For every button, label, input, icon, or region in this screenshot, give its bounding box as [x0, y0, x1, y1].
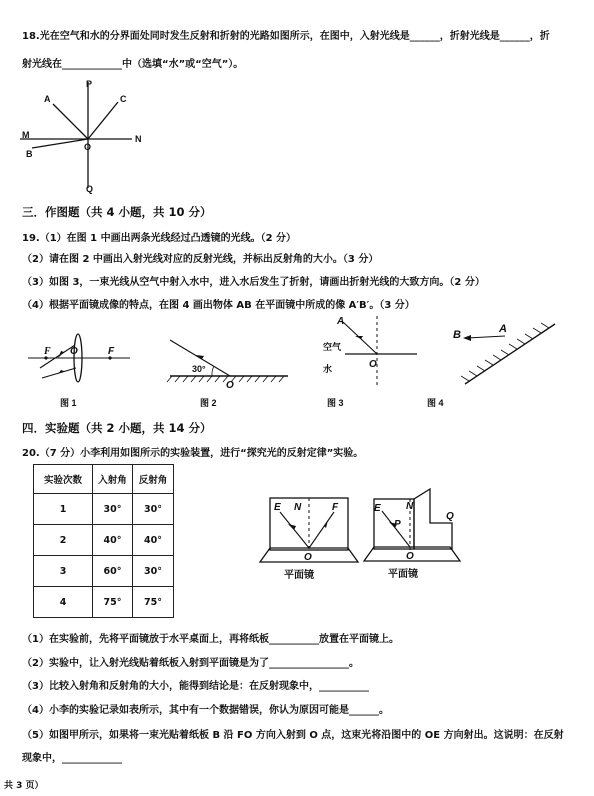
table-row	[34, 494, 174, 525]
q20-part2: （2）实验中，让入射光线贴着纸板入射到平面镜是为了________________。	[22, 658, 359, 669]
experiment-table	[33, 464, 174, 618]
fig4-label-a: A	[499, 323, 507, 335]
reflection-apparatus-right	[362, 483, 472, 578]
q18-label-q: Q	[86, 184, 94, 194]
apparatus-left-mirror-label: 平面镜	[284, 570, 314, 581]
fig2-label-o: O	[226, 380, 234, 391]
fig1-label-o: O	[70, 346, 78, 357]
fig3-refraction	[315, 312, 435, 407]
q18-label-b: B	[26, 149, 33, 159]
table-cell: 40°	[133, 525, 174, 556]
table-cell: 30°	[133, 556, 174, 587]
table-header-row	[34, 465, 174, 494]
apparatus-left-label-n: N	[294, 502, 302, 513]
q19-part4: （4）根据平面镜成像的特点，在图 4 画出物体 AB 在平面镜中所成的像 A′B′。（3 分）	[22, 300, 415, 311]
fig4-caption: 图 4	[427, 398, 444, 408]
q18-line2: 射光线在____________中（选填“水”或“空气”）。	[22, 59, 244, 70]
table-row	[34, 525, 174, 556]
fig2-mirror	[160, 320, 300, 410]
apparatus-right-mirror-label: 平面镜	[388, 569, 418, 580]
q19-part3: （3）如图 3，一束光线从空气中射入水中，进入水后发生了折射，请画出折射光线的大致方向。（2 分）	[22, 277, 485, 288]
q20-part3: （3）比较入射角和反射角的大小，能得到结论是：在反射现象中，__________	[22, 681, 369, 692]
fig1-label-f-left: F	[44, 346, 51, 357]
q18-label-p: P	[86, 79, 93, 89]
q20-part5-line1: （5）如图甲所示，如果将一束光贴着纸板 B 沿 FO 方向入射到 O 点，这束光将沿图中的 OE 方向射出。这说明：在反射	[22, 730, 564, 741]
table-cell: 2	[34, 525, 93, 556]
q18-diagram	[20, 80, 160, 195]
table-cell: 30°	[93, 494, 133, 525]
q18-label-c: C	[120, 94, 127, 104]
fig1-label-f-right: F	[108, 346, 115, 357]
fig4-plane-mirror	[427, 312, 575, 408]
section3-title: 三．作图题（共 4 小题，共 10 分）	[22, 205, 212, 219]
fig3-label-air: 空气	[323, 342, 342, 352]
section4-title: 四．实验题（共 2 小题，共 14 分）	[22, 421, 212, 435]
fig2-caption: 图 2	[200, 398, 217, 408]
table-row	[34, 556, 174, 587]
fig4-label-b: B	[453, 329, 461, 341]
fig3-label-a: A	[337, 316, 345, 327]
q18-label-a: A	[44, 94, 51, 104]
table-cell: 75°	[93, 587, 133, 618]
fig3-label-water: 水	[323, 364, 333, 374]
fig3-label-o: O	[369, 359, 377, 370]
table-cell: 30°	[133, 494, 174, 525]
table-header-cell: 入射角	[93, 465, 133, 494]
q20-part4: （4）小李的实验记录如表所示，其中有一个数据错误，你认为原因可能是______。	[22, 705, 389, 716]
q18-line1: 18.光在空气和水的分界面处同时发生反射和折射的光路如图所示，在图中，入射光线是______，折射光线是______，折	[22, 31, 550, 42]
table-cell: 60°	[93, 556, 133, 587]
apparatus-right-label-n: N	[406, 501, 414, 512]
table-cell: 1	[34, 494, 93, 525]
apparatus-left-label-e: E	[274, 502, 281, 513]
q18-label-n: N	[135, 134, 142, 144]
apparatus-left-label-f: F	[332, 502, 339, 513]
fig2-label-angle: 30°	[192, 364, 206, 374]
apparatus-right-label-e: E	[374, 503, 381, 514]
table-header-cell: 反射角	[133, 465, 174, 494]
q18-label-o: O	[84, 142, 92, 152]
q18-label-m: M	[22, 130, 30, 140]
q19-part1: 19.（1）在图 1 中画出两条光线经过凸透镜的光线。（2 分）	[22, 233, 297, 244]
fig1-caption: 图 1	[60, 398, 77, 408]
reflection-apparatus-left	[258, 490, 368, 585]
table-cell: 75°	[133, 587, 174, 618]
page-footer: 共 3 页）	[4, 781, 44, 791]
table-header-cell: 实验次数	[34, 465, 93, 494]
q20-part1: （1）在实验前，先将平面镜放于水平桌面上，再将纸板__________放置在平面镜上。	[22, 634, 399, 645]
apparatus-right-label-o: O	[406, 551, 414, 562]
q20-intro: 20.（7 分）小李利用如图所示的实验装置，进行“探究光的反射定律”实验。	[22, 448, 364, 459]
apparatus-left-label-o: O	[304, 552, 312, 563]
fig1-convex-lens	[20, 320, 150, 410]
table-cell: 40°	[93, 525, 133, 556]
apparatus-right-label-p: P	[394, 519, 401, 530]
q20-part5-line2: 现象中，____________	[22, 753, 122, 764]
fig3-caption: 图 3	[327, 398, 344, 408]
apparatus-right-label-q: Q	[446, 511, 454, 522]
table-cell: 3	[34, 556, 93, 587]
table-row	[34, 587, 174, 618]
q19-part2: （2）请在图 2 中画出入射光线对应的反射光线，并标出反射角的大小。（3 分）	[22, 254, 379, 265]
table-cell: 4	[34, 587, 93, 618]
